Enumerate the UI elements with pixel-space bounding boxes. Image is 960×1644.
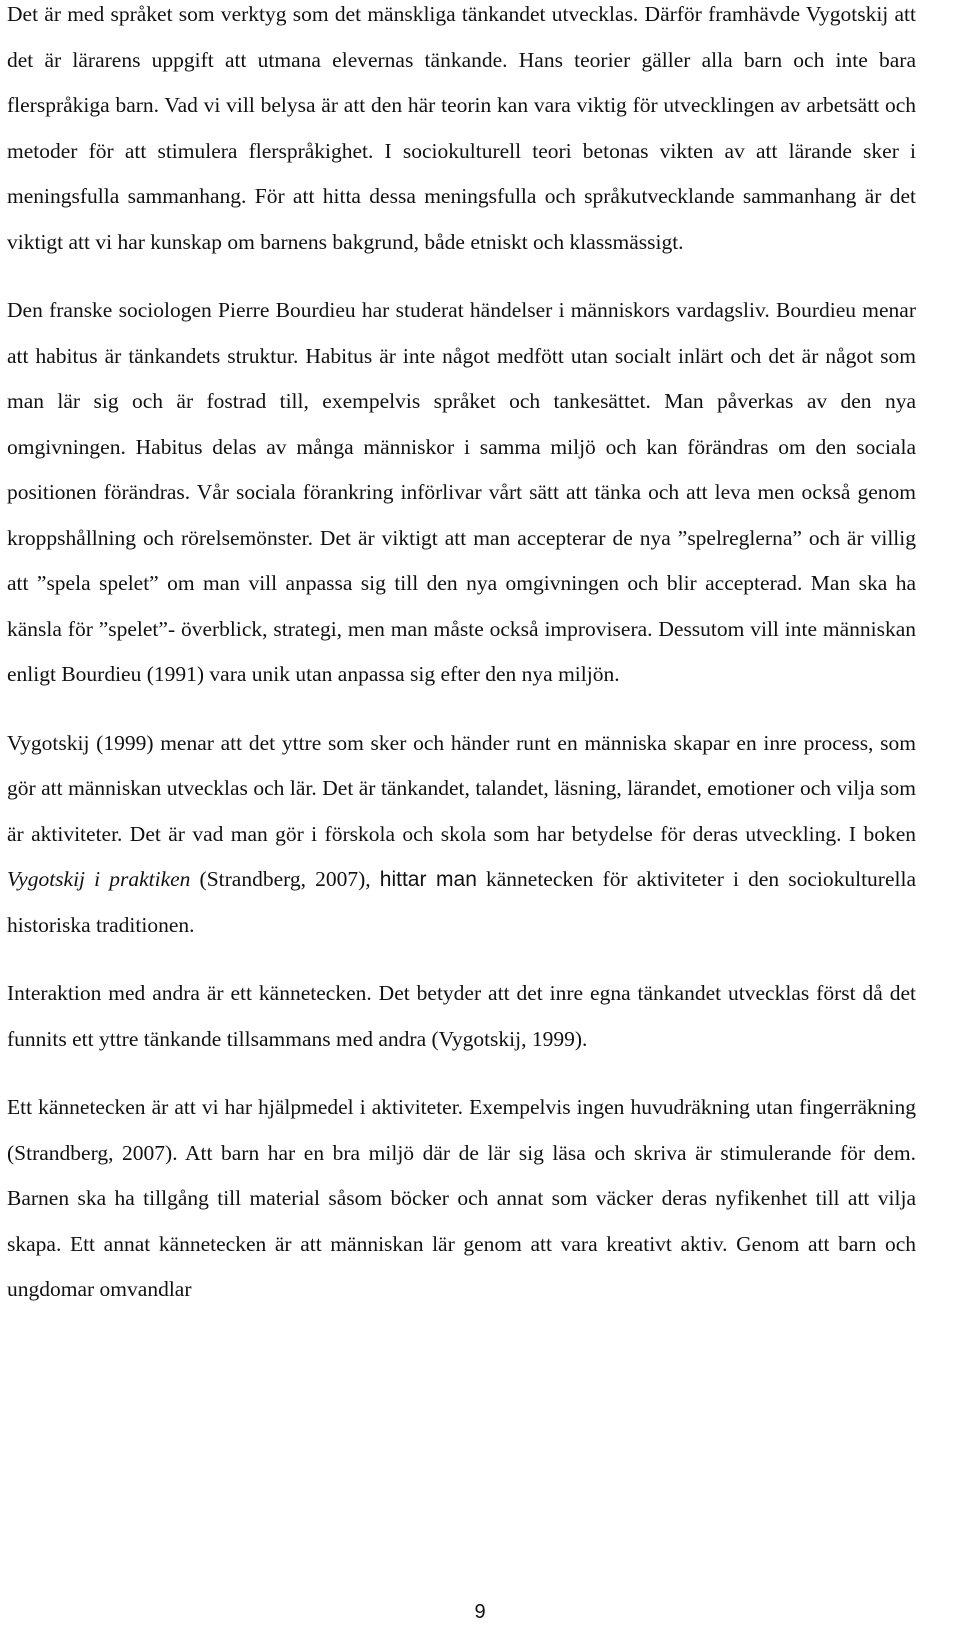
page-number: 9	[474, 1601, 486, 1623]
paragraph-vygotskij-process	[7, 721, 916, 949]
paragraph-interaction: Interaktion med andra är ett kännetecken. Det betyder att det inre egna tänkandet utvecklas först då det funnits ett yttre tänkande tillsammans med andra (Vygotskij, 1999).	[7, 981, 916, 1051]
paragraph-vygotskij-text-end: kännetecken för aktiviteter i den sociokulturella historiska traditionen.	[7, 867, 916, 937]
sans-serif-phrase: hittar man	[379, 868, 477, 891]
book-title: Vygotskij i praktiken	[7, 867, 191, 891]
paragraph-vygotskij-text-start: Vygotskij (1999) menar att det yttre som sker och händer runt en människa skapar en inre process, som gör att människan utvecklas och lär. Det är tänkandet, talandet, läsning, lärandet, emotioner och vilja som är aktiviteter. Det är vad man gör i förskola och skola som har betydelse för deras utveckling. I boken	[7, 730, 916, 846]
paragraph-tools-in-activities: Ett kännetecken är att vi har hjälpmedel i aktiviteter. Exempelvis ingen huvudräkning utan fingerräkning (Strandberg, 2007). Att barn har en bra miljö där de lär sig läsa och skriva är stimulerande för dem. Barnen ska ha tillgång till material såsom böcker och annat som väcker deras nyfikenhet till att vilja skapa. Ett annat kännetecken är att människan lär genom att vara kreativt aktiv. Genom att barn och ungdomar omvandlar	[7, 1095, 916, 1301]
paragraph-bourdieu-habitus: Den franske sociologen Pierre Bourdieu har studerat händelser i människors vardagsliv. Bourdieu menar att habitus är tänkandets struktur. Habitus är inte något medfött utan socialt inlärt och det är något som man lär sig och är fostrad till, exempelvis språket och tankesättet. Man påverkas av den nya omgivningen. Habitus delas av många människor i samma miljö och kan förändras om den sociala positionen förändras. Vår sociala förankring införlivar vårt sätt att tänka och att leva men också genom kroppshållning och rörelsemönster. Det är viktigt att man accepterar de nya ”spelreglerna” och är villig att ”spela spelet” om man vill anpassa sig till den nya omgivningen och blir accepterad. Man ska ha känsla för ”spelet”- överblick, strategi, men man måste också improvisera. Dessutom vill inte människan enligt Bourdieu (1991) vara unik utan anpassa sig efter den nya miljön.	[7, 298, 916, 686]
paragraph-language-tool: Det är med språket som verktyg som det mänskliga tänkandet utvecklas. Därför framhävde Vygotskij att det är lärarens uppgift att utmana elevernas tänkande. Hans teorier gäller alla barn och inte bara flerspråkiga barn. Vad vi vill belysa är att den här teorin kan vara viktig för utvecklingen av arbetsätt och metoder för att stimulera flerspråkighet. I sociokulturell teori betonas vikten av att lärande sker i meningsfulla sammanhang. För att hitta dessa meningsfulla och språkutvecklande sammanhang är det viktigt att vi har kunskap om barnens bakgrund, både etniskt och klassmässigt.	[7, 2, 916, 254]
document-page	[7, 0, 916, 1313]
paragraph-vygotskij-citation: (Strandberg, 2007),	[190, 867, 380, 891]
